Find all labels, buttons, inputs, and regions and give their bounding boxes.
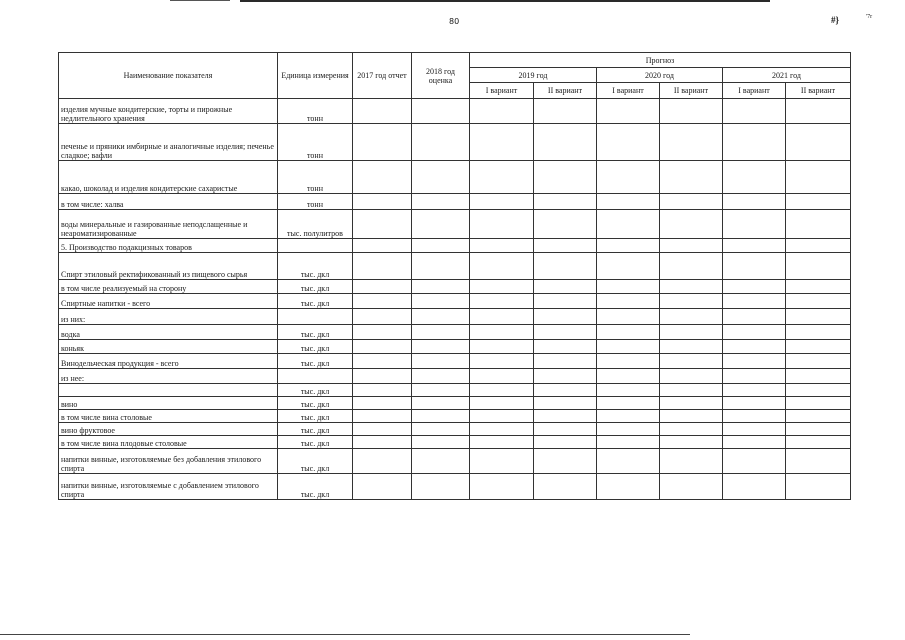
- row-value-cell: [534, 253, 597, 280]
- row-value-cell: [470, 210, 534, 239]
- row-unit: [278, 309, 353, 325]
- row-value-cell: [353, 161, 412, 194]
- row-value-cell: [353, 423, 412, 436]
- row-value-cell: [786, 194, 851, 210]
- table-header: [59, 53, 851, 99]
- row-name: в том числе: халва: [59, 194, 278, 210]
- row-value-cell: [723, 340, 786, 354]
- row-value-cell: [723, 239, 786, 253]
- row-value-cell: [353, 354, 412, 369]
- row-unit: тонн: [278, 99, 353, 124]
- row-value-cell: [660, 436, 723, 449]
- table-row: [59, 99, 851, 124]
- row-value-cell: [412, 384, 470, 397]
- row-value-cell: [534, 325, 597, 340]
- forecast-table: [58, 52, 851, 500]
- row-value-cell: [660, 369, 723, 384]
- page-number: 80: [449, 17, 460, 26]
- row-name: напитки винные, изготовляемые без добавления этилового спирта: [59, 449, 278, 474]
- row-value-cell: [470, 124, 534, 161]
- row-value-cell: [723, 99, 786, 124]
- row-name: Спиртные напитки - всего: [59, 294, 278, 309]
- row-value-cell: [786, 384, 851, 397]
- row-value-cell: [534, 309, 597, 325]
- row-value-cell: [412, 397, 470, 410]
- row-value-cell: [786, 423, 851, 436]
- row-value-cell: [353, 384, 412, 397]
- row-value-cell: [412, 210, 470, 239]
- row-unit: тыс. дкл: [278, 436, 353, 449]
- row-value-cell: [412, 99, 470, 124]
- row-value-cell: [660, 239, 723, 253]
- row-value-cell: [353, 124, 412, 161]
- row-value-cell: [412, 124, 470, 161]
- row-value-cell: [786, 239, 851, 253]
- row-value-cell: [786, 294, 851, 309]
- row-name: печенье и пряники имбирные и аналогичные изделия; печенье сладкое; вафли: [59, 124, 278, 161]
- table-row: [59, 253, 851, 280]
- row-value-cell: [353, 309, 412, 325]
- row-value-cell: [597, 436, 660, 449]
- corner-mark-small: '7r: [866, 14, 873, 20]
- row-value-cell: [534, 354, 597, 369]
- row-name: изделия мучные кондитерские, торты и пирожные недлительного хранения: [59, 99, 278, 124]
- table-row: [59, 423, 851, 436]
- header-year-2020: 2020 год: [597, 68, 723, 83]
- row-value-cell: [470, 354, 534, 369]
- row-value-cell: [470, 309, 534, 325]
- row-name: в том числе реализуемый на сторону: [59, 280, 278, 294]
- row-unit: тонн: [278, 124, 353, 161]
- row-value-cell: [660, 253, 723, 280]
- row-value-cell: [353, 253, 412, 280]
- row-value-cell: [412, 354, 470, 369]
- row-value-cell: [353, 474, 412, 500]
- row-unit: тыс. дкл: [278, 294, 353, 309]
- row-value-cell: [786, 410, 851, 423]
- row-value-cell: [786, 397, 851, 410]
- row-value-cell: [660, 449, 723, 474]
- row-value-cell: [470, 294, 534, 309]
- row-value-cell: [660, 397, 723, 410]
- row-value-cell: [470, 280, 534, 294]
- table-row: [59, 280, 851, 294]
- row-value-cell: [470, 449, 534, 474]
- row-value-cell: [597, 449, 660, 474]
- row-value-cell: [660, 354, 723, 369]
- row-value-cell: [597, 239, 660, 253]
- row-value-cell: [534, 194, 597, 210]
- header-year-2021: 2021 год: [723, 68, 851, 83]
- row-value-cell: [786, 210, 851, 239]
- row-value-cell: [353, 325, 412, 340]
- row-value-cell: [786, 449, 851, 474]
- header-year-2019: 2019 год: [470, 68, 597, 83]
- row-value-cell: [597, 384, 660, 397]
- row-value-cell: [723, 449, 786, 474]
- row-unit: тонн: [278, 161, 353, 194]
- row-value-cell: [353, 194, 412, 210]
- row-name: напитки винные, изготовляемые с добавлением этилового спирта: [59, 474, 278, 500]
- table-row: [59, 210, 851, 239]
- scan-bottom-rule: [0, 634, 690, 635]
- row-value-cell: [597, 210, 660, 239]
- table-row: [59, 397, 851, 410]
- row-value-cell: [660, 340, 723, 354]
- table-row: [59, 239, 851, 253]
- row-value-cell: [412, 194, 470, 210]
- row-value-cell: [660, 423, 723, 436]
- row-value-cell: [786, 325, 851, 340]
- row-value-cell: [723, 423, 786, 436]
- row-name: 5. Производство подакцизных товаров: [59, 239, 278, 253]
- row-value-cell: [660, 124, 723, 161]
- row-value-cell: [597, 410, 660, 423]
- row-value-cell: [353, 210, 412, 239]
- header-variant-2: II вариант: [786, 83, 851, 99]
- row-value-cell: [534, 99, 597, 124]
- row-value-cell: [786, 340, 851, 354]
- row-value-cell: [534, 384, 597, 397]
- table-row: [59, 354, 851, 369]
- row-value-cell: [597, 354, 660, 369]
- row-value-cell: [723, 325, 786, 340]
- header-variant-1: I вариант: [470, 83, 534, 99]
- row-value-cell: [412, 309, 470, 325]
- row-value-cell: [723, 194, 786, 210]
- row-name: в том числе вина плодовые столовые: [59, 436, 278, 449]
- row-value-cell: [470, 253, 534, 280]
- row-value-cell: [660, 161, 723, 194]
- row-unit: тыс. дкл: [278, 384, 353, 397]
- row-value-cell: [534, 239, 597, 253]
- row-name: из нее:: [59, 369, 278, 384]
- header-2017: 2017 год отчет: [353, 53, 412, 99]
- header-variant-2: II вариант: [534, 83, 597, 99]
- row-unit: тонн: [278, 194, 353, 210]
- row-value-cell: [723, 280, 786, 294]
- row-value-cell: [597, 309, 660, 325]
- row-value-cell: [723, 253, 786, 280]
- row-value-cell: [470, 423, 534, 436]
- row-value-cell: [534, 449, 597, 474]
- row-value-cell: [412, 369, 470, 384]
- row-value-cell: [534, 161, 597, 194]
- row-value-cell: [597, 161, 660, 194]
- row-value-cell: [723, 294, 786, 309]
- corner-mark: #}: [831, 15, 840, 25]
- row-value-cell: [723, 474, 786, 500]
- table-row: [59, 474, 851, 500]
- row-value-cell: [723, 354, 786, 369]
- row-unit: тыс. дкл: [278, 423, 353, 436]
- row-value-cell: [470, 384, 534, 397]
- row-value-cell: [660, 294, 723, 309]
- header-forecast: Прогноз: [470, 53, 851, 68]
- row-value-cell: [412, 253, 470, 280]
- row-unit: тыс. дкл: [278, 449, 353, 474]
- row-value-cell: [470, 474, 534, 500]
- row-value-cell: [786, 369, 851, 384]
- header-2018: 2018 год оценка: [412, 53, 470, 99]
- row-value-cell: [786, 124, 851, 161]
- row-value-cell: [470, 436, 534, 449]
- row-value-cell: [723, 436, 786, 449]
- table-row: [59, 124, 851, 161]
- row-value-cell: [597, 423, 660, 436]
- header-name: Наименование показателя: [59, 53, 278, 99]
- row-value-cell: [660, 280, 723, 294]
- row-value-cell: [660, 210, 723, 239]
- row-name: Спирт этиловый ректификованный из пищевого сырья: [59, 253, 278, 280]
- row-value-cell: [412, 423, 470, 436]
- table-row: [59, 369, 851, 384]
- row-value-cell: [723, 369, 786, 384]
- row-value-cell: [660, 384, 723, 397]
- row-value-cell: [534, 280, 597, 294]
- scan-top-rule-left: [170, 0, 230, 1]
- row-name: воды минеральные и газированные неподслащенные и неароматизированные: [59, 210, 278, 239]
- table-row: [59, 449, 851, 474]
- row-value-cell: [353, 239, 412, 253]
- row-unit: тыс. полулитров: [278, 210, 353, 239]
- row-value-cell: [470, 239, 534, 253]
- table-body: [59, 99, 851, 500]
- row-value-cell: [597, 253, 660, 280]
- row-value-cell: [412, 239, 470, 253]
- table-row: [59, 161, 851, 194]
- row-value-cell: [597, 99, 660, 124]
- row-unit: тыс. дкл: [278, 340, 353, 354]
- row-value-cell: [786, 161, 851, 194]
- row-value-cell: [470, 194, 534, 210]
- row-value-cell: [723, 309, 786, 325]
- row-unit: тыс. дкл: [278, 474, 353, 500]
- row-value-cell: [597, 474, 660, 500]
- row-value-cell: [660, 99, 723, 124]
- row-value-cell: [470, 340, 534, 354]
- row-value-cell: [353, 449, 412, 474]
- row-value-cell: [534, 436, 597, 449]
- row-unit: тыс. дкл: [278, 354, 353, 369]
- row-value-cell: [534, 124, 597, 161]
- row-unit: тыс. дкл: [278, 253, 353, 280]
- row-value-cell: [786, 253, 851, 280]
- row-value-cell: [597, 124, 660, 161]
- row-value-cell: [597, 340, 660, 354]
- row-value-cell: [470, 161, 534, 194]
- row-unit: [278, 369, 353, 384]
- row-value-cell: [534, 294, 597, 309]
- row-value-cell: [412, 436, 470, 449]
- row-value-cell: [723, 410, 786, 423]
- row-value-cell: [660, 474, 723, 500]
- row-name: какао, шоколад и изделия кондитерские сахаристые: [59, 161, 278, 194]
- row-unit: [278, 239, 353, 253]
- table-row: [59, 340, 851, 354]
- row-value-cell: [534, 340, 597, 354]
- row-value-cell: [597, 294, 660, 309]
- row-value-cell: [470, 410, 534, 423]
- row-unit: тыс. дкл: [278, 280, 353, 294]
- row-name: вино: [59, 397, 278, 410]
- row-value-cell: [660, 325, 723, 340]
- row-value-cell: [353, 99, 412, 124]
- row-value-cell: [470, 369, 534, 384]
- row-value-cell: [412, 449, 470, 474]
- row-value-cell: [723, 210, 786, 239]
- row-value-cell: [412, 410, 470, 423]
- table-row: [59, 194, 851, 210]
- row-value-cell: [597, 397, 660, 410]
- row-value-cell: [660, 309, 723, 325]
- row-value-cell: [723, 124, 786, 161]
- header-variant-1: I вариант: [723, 83, 786, 99]
- scan-top-rule: [240, 0, 770, 2]
- table-row: [59, 325, 851, 340]
- row-value-cell: [534, 423, 597, 436]
- row-value-cell: [786, 474, 851, 500]
- row-value-cell: [723, 384, 786, 397]
- row-value-cell: [597, 280, 660, 294]
- header-variant-2: II вариант: [660, 83, 723, 99]
- row-value-cell: [470, 325, 534, 340]
- row-value-cell: [723, 397, 786, 410]
- header-unit: Единица измерения: [278, 53, 353, 99]
- row-value-cell: [534, 369, 597, 384]
- row-name: из них:: [59, 309, 278, 325]
- row-value-cell: [660, 410, 723, 423]
- row-unit: тыс. дкл: [278, 410, 353, 423]
- row-value-cell: [353, 340, 412, 354]
- table-row: [59, 410, 851, 423]
- row-name: [59, 384, 278, 397]
- row-value-cell: [786, 280, 851, 294]
- row-value-cell: [786, 99, 851, 124]
- row-value-cell: [412, 161, 470, 194]
- row-value-cell: [412, 474, 470, 500]
- table-row: [59, 436, 851, 449]
- table-row: [59, 309, 851, 325]
- row-value-cell: [412, 280, 470, 294]
- row-value-cell: [353, 410, 412, 423]
- row-value-cell: [412, 325, 470, 340]
- table-row: [59, 384, 851, 397]
- row-value-cell: [353, 294, 412, 309]
- row-name: водка: [59, 325, 278, 340]
- row-value-cell: [353, 369, 412, 384]
- row-value-cell: [412, 294, 470, 309]
- row-value-cell: [353, 436, 412, 449]
- row-value-cell: [470, 99, 534, 124]
- row-value-cell: [353, 280, 412, 294]
- row-name: коньяк: [59, 340, 278, 354]
- row-value-cell: [786, 436, 851, 449]
- row-value-cell: [470, 397, 534, 410]
- row-value-cell: [597, 325, 660, 340]
- row-value-cell: [723, 161, 786, 194]
- row-value-cell: [412, 340, 470, 354]
- row-value-cell: [534, 410, 597, 423]
- header-variant-1: I вариант: [597, 83, 660, 99]
- row-value-cell: [534, 397, 597, 410]
- row-value-cell: [786, 309, 851, 325]
- row-value-cell: [660, 194, 723, 210]
- row-value-cell: [353, 397, 412, 410]
- row-name: Винодельческая продукция - всего: [59, 354, 278, 369]
- row-value-cell: [597, 369, 660, 384]
- row-name: вино фруктовое: [59, 423, 278, 436]
- row-value-cell: [534, 474, 597, 500]
- row-unit: тыс. дкл: [278, 397, 353, 410]
- row-name: в том числе вина столовые: [59, 410, 278, 423]
- table-row: [59, 294, 851, 309]
- row-value-cell: [534, 210, 597, 239]
- row-value-cell: [597, 194, 660, 210]
- row-unit: тыс. дкл: [278, 325, 353, 340]
- row-value-cell: [786, 354, 851, 369]
